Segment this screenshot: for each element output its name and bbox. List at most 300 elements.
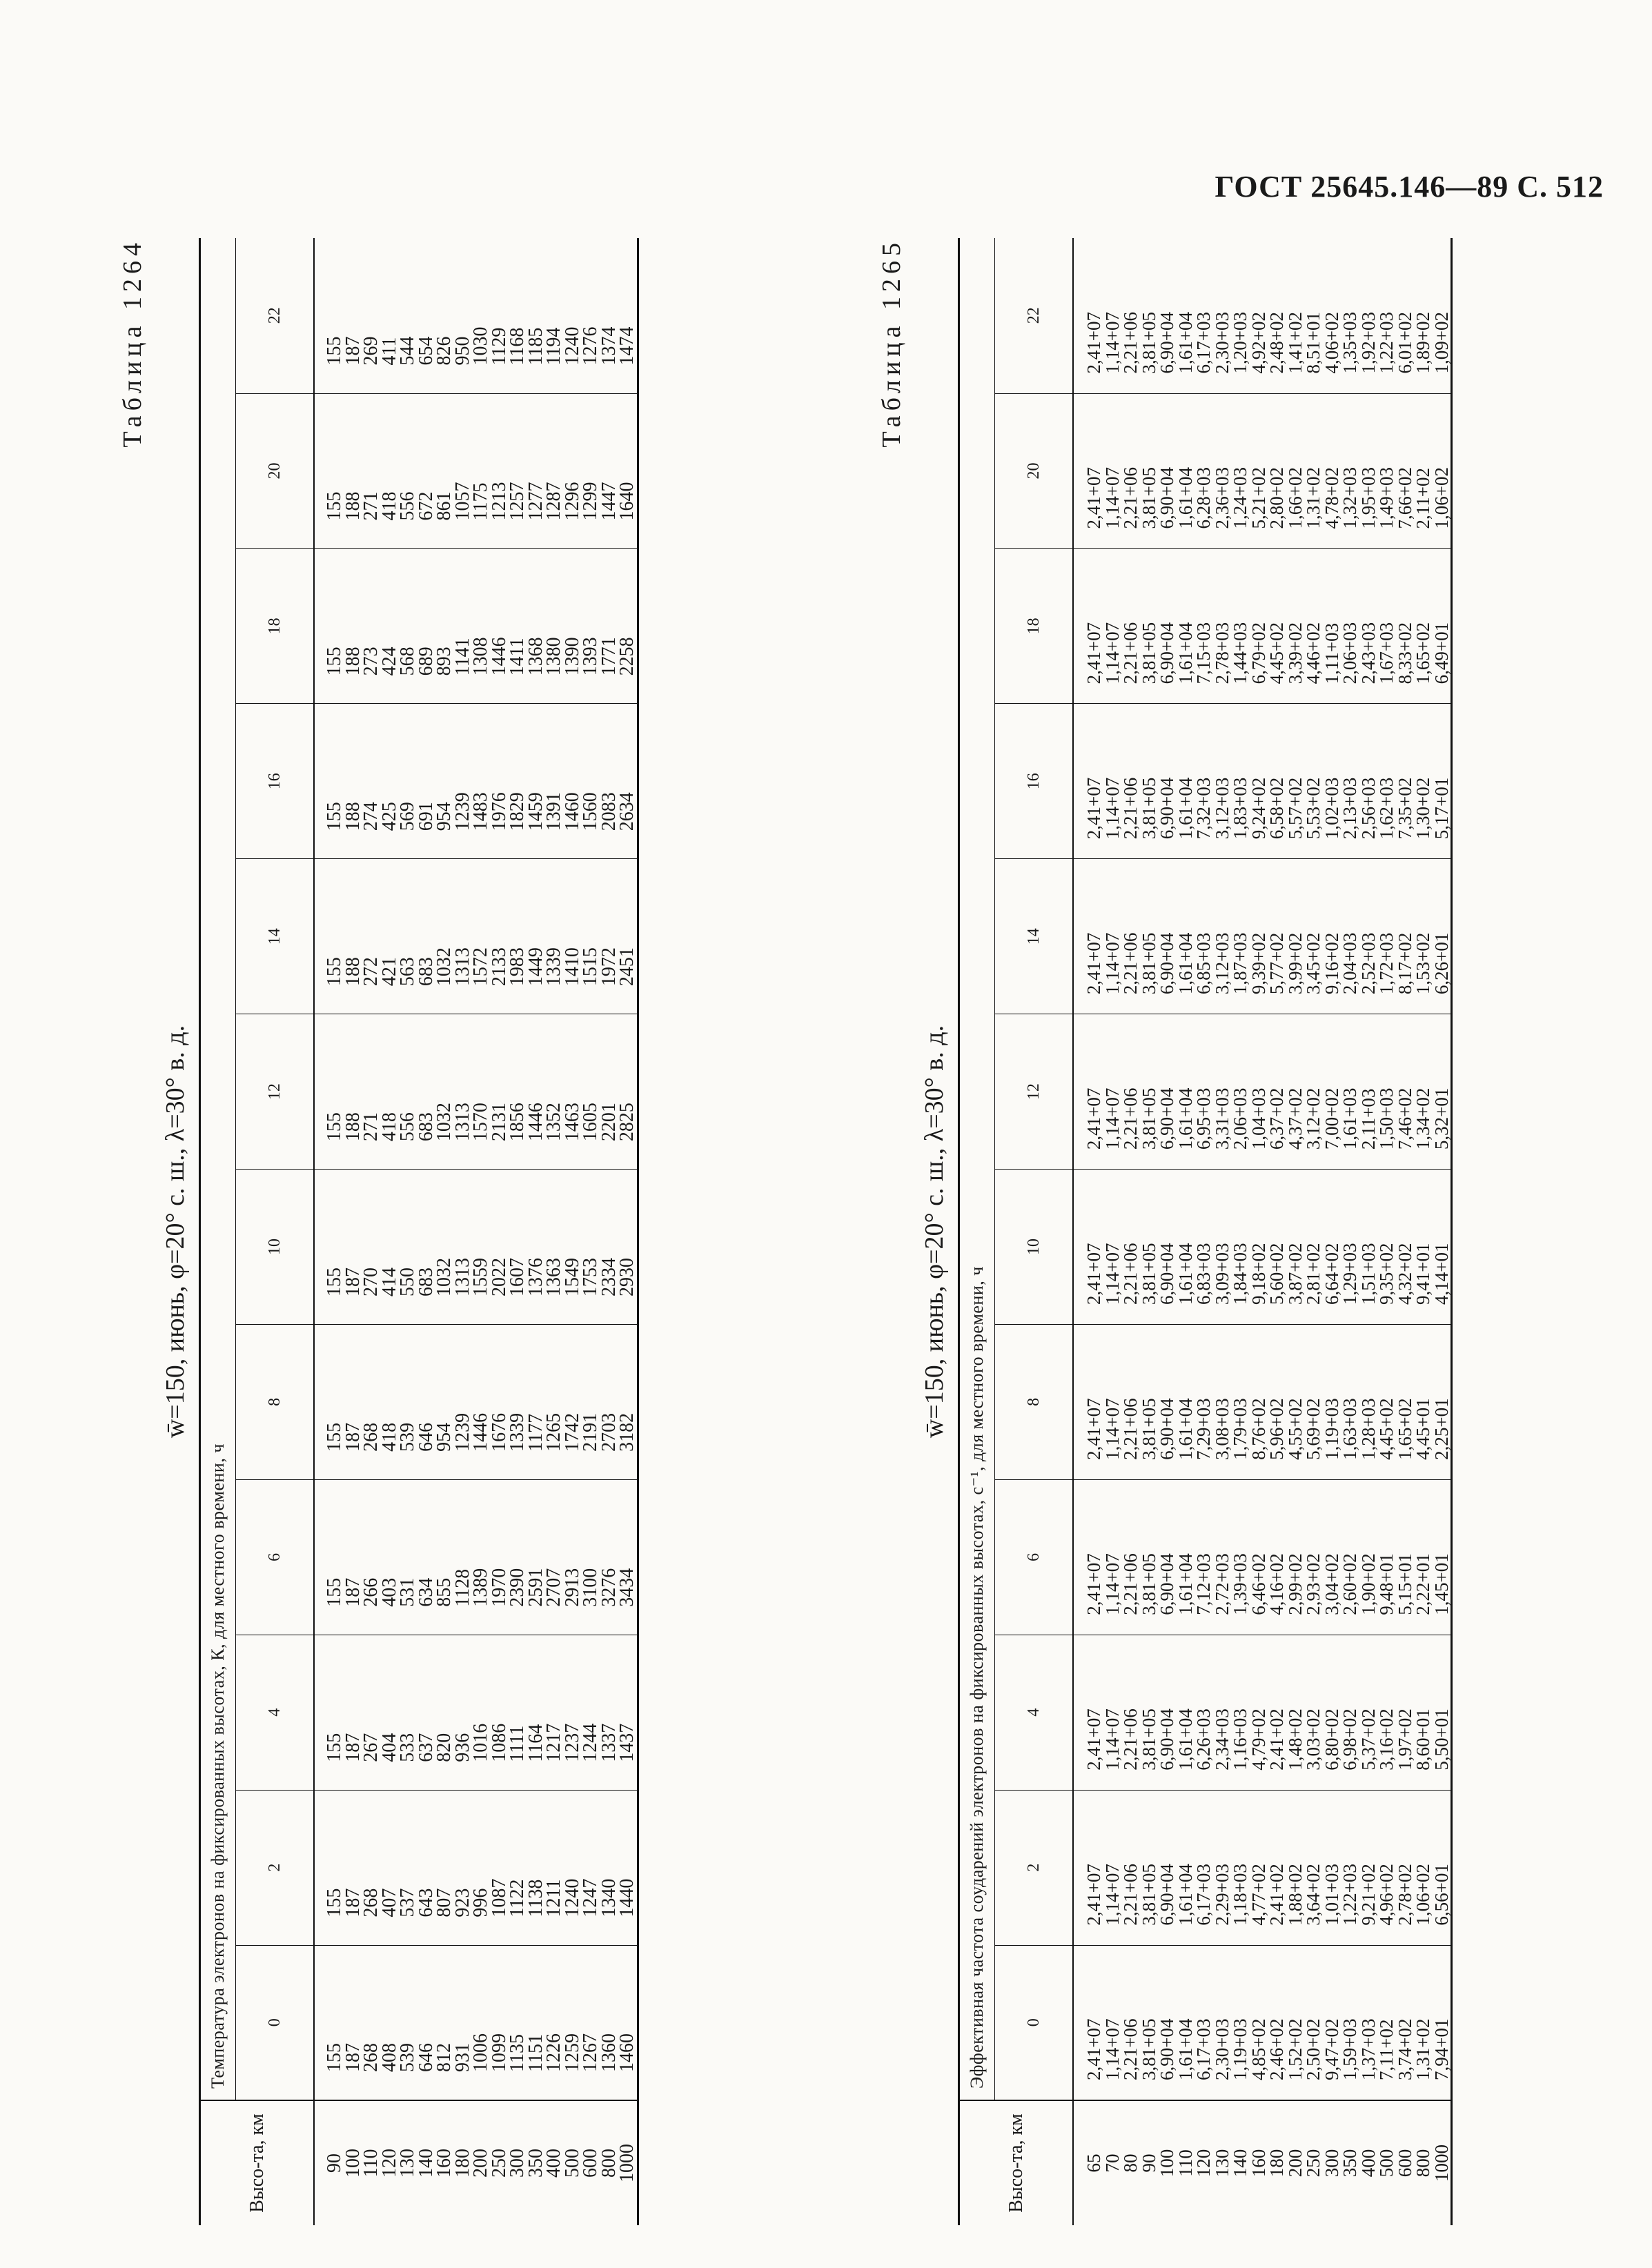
cell-value: 2,41+07 (1083, 1398, 1104, 1460)
cell-value: 2,29+03 (1211, 1864, 1232, 1926)
cell-value: 6,37+02 (1266, 1087, 1287, 1150)
cell-value: 271 (360, 1112, 382, 1142)
cell-value: 3,81+05 (1138, 777, 1159, 840)
cell-value: 6,26+01 (1430, 932, 1452, 995)
cell-value: 1308 (470, 637, 491, 676)
cell-value: 1,14+07 (1101, 1864, 1123, 1926)
hour-column (314, 1014, 638, 1170)
cell-value: 1267 (580, 2033, 601, 2072)
hour-column (314, 1479, 638, 1635)
cell-value: 1032 (433, 1103, 455, 1142)
cell-value: 1449 (524, 947, 547, 987)
altitude-value: 130 (1211, 2149, 1232, 2178)
cell-value: 2131 (488, 1103, 510, 1142)
cell-value: 6,90+04 (1157, 777, 1177, 840)
cell-value: 556 (397, 491, 418, 521)
cell-value: 1,11+03 (1321, 622, 1342, 684)
cell-value: 683 (415, 957, 437, 987)
cell-value: 3,99+02 (1284, 932, 1306, 995)
cell-value: 7,66+02 (1394, 466, 1415, 529)
cell-value: 1460 (616, 2033, 638, 2072)
cell-value: 1,65+02 (1394, 1398, 1415, 1460)
altitude-value: 500 (561, 2149, 583, 2178)
cell-value: 1006 (470, 2033, 491, 2072)
altitude-value: 180 (451, 2149, 473, 2178)
cell-value: 1515 (580, 947, 601, 987)
cell-value: 155 (324, 2043, 345, 2072)
cell-value: 3,81+05 (1138, 466, 1159, 529)
cell-value: 411 (378, 337, 400, 366)
cell-value: 9,48+01 (1376, 1553, 1397, 1615)
cell-value: 268 (360, 1422, 382, 1452)
cell-value: 5,60+02 (1266, 1243, 1287, 1305)
cell-value: 1,35+03 (1339, 312, 1360, 374)
cell-value: 826 (433, 336, 455, 366)
cell-value: 3,12+03 (1211, 777, 1232, 840)
cell-value: 2,41+02 (1266, 1708, 1287, 1771)
cell-value: 646 (415, 1422, 437, 1452)
cell-value: 1,50+03 (1376, 1087, 1397, 1150)
cell-value: 2,21+06 (1120, 932, 1141, 995)
hour-header: 12 (236, 1014, 315, 1170)
cell-value: 1240 (561, 326, 583, 366)
cell-value: 7,94+01 (1430, 2018, 1452, 2080)
cell-value: 187 (342, 1888, 364, 1917)
cell-value: 1,06+02 (1430, 466, 1452, 529)
cell-value: 9,35+02 (1376, 1243, 1397, 1305)
cell-value: 1,59+03 (1339, 2018, 1360, 2080)
cell-value: 2,21+06 (1120, 2018, 1141, 2080)
hour-header: 22 (995, 238, 1074, 393)
cell-value: 9,41+01 (1413, 1243, 1433, 1305)
cell-value: 9,18+02 (1248, 1243, 1269, 1305)
hour-header: 4 (995, 1635, 1074, 1790)
cell-value: 6,17+03 (1193, 1864, 1214, 1926)
altitude-header: Высо-та, км (959, 2100, 1074, 2225)
cell-value: 1,97+02 (1394, 1708, 1415, 1771)
cell-value: 1,14+07 (1101, 1553, 1123, 1615)
cell-value: 2,34+03 (1211, 1708, 1232, 1771)
cell-value: 2,41+07 (1083, 1087, 1104, 1150)
cell-value: 4,37+02 (1284, 1087, 1306, 1150)
hour-header: 8 (995, 1324, 1074, 1479)
cell-value: 6,98+02 (1339, 1708, 1360, 1771)
cell-value: 8,51+01 (1303, 312, 1324, 374)
cell-value: 1313 (451, 1257, 473, 1296)
cell-value: 267 (360, 1733, 382, 1762)
cell-value: 3,81+05 (1138, 1708, 1159, 1771)
cell-value: 2,80+02 (1266, 466, 1287, 529)
hour-column (314, 238, 638, 393)
cell-value: 1,32+03 (1339, 466, 1360, 529)
cell-value: 2,13+03 (1339, 777, 1360, 840)
cell-value: 2,11+02 (1413, 467, 1433, 529)
hour-header: 18 (236, 549, 315, 704)
cell-value: 1483 (470, 792, 491, 831)
hour-column (1073, 1479, 1452, 1635)
cell-value: 1,61+04 (1174, 1243, 1196, 1305)
cell-value: 1,28+03 (1357, 1398, 1379, 1460)
altitude-value: 300 (1321, 2149, 1342, 2178)
cell-value: 2,41+07 (1083, 1864, 1104, 1926)
cell-value: 1,84+03 (1230, 1243, 1250, 1305)
cell-value: 4,06+02 (1321, 312, 1342, 374)
cell-value: 2,72+03 (1211, 1553, 1232, 1615)
hour-column (314, 1635, 638, 1790)
cell-value: 2,21+06 (1120, 1864, 1141, 1926)
altitude-value: 350 (524, 2149, 547, 2178)
cell-value: 3,81+05 (1138, 1243, 1159, 1305)
cell-value: 1460 (561, 792, 583, 831)
hour-column (1073, 549, 1452, 704)
cell-value: 2,21+06 (1120, 466, 1141, 529)
cell-value: 1,22+03 (1376, 312, 1397, 374)
data-table-1265 (958, 238, 1453, 2225)
hour-column (314, 859, 638, 1014)
cell-value: 418 (378, 491, 400, 521)
cell-value: 1389 (470, 1568, 491, 1607)
cell-value: 1559 (470, 1257, 491, 1296)
cell-value: 2191 (580, 1412, 601, 1452)
cell-value: 646 (415, 2043, 437, 2072)
cell-value: 6,90+04 (1157, 1243, 1177, 1305)
hours-row (236, 238, 315, 2225)
cell-value: 155 (324, 1577, 345, 1607)
cell-value: 1,45+01 (1430, 1553, 1452, 1615)
hour-header: 0 (995, 1945, 1074, 2100)
cell-value: 1257 (507, 482, 528, 521)
cell-value: 1164 (524, 1724, 547, 1762)
cell-value: 2,50+02 (1303, 2018, 1324, 2080)
cell-value: 2913 (561, 1568, 583, 1607)
cell-value: 1337 (598, 1723, 620, 1762)
cell-value: 637 (415, 1733, 437, 1762)
hour-header: 14 (236, 859, 315, 1014)
cell-value: 1391 (543, 792, 564, 831)
cell-value: 2,25+01 (1430, 1398, 1452, 1460)
cell-value: 1296 (561, 482, 583, 521)
altitude-column (1073, 2100, 1452, 2225)
cell-value: 954 (433, 802, 455, 831)
cell-value: 2,06+03 (1230, 1087, 1250, 1150)
cell-value: 1129 (488, 327, 510, 366)
altitude-value: 130 (397, 2149, 418, 2178)
cell-value: 1360 (598, 2033, 620, 2072)
cell-value: 7,32+03 (1193, 777, 1214, 840)
cell-value: 4,16+02 (1266, 1553, 1287, 1615)
cell-value: 1,88+02 (1284, 1864, 1306, 1926)
cell-value: 7,11+02 (1376, 2019, 1397, 2080)
hour-column (1073, 1635, 1452, 1790)
cell-value: 6,90+04 (1157, 312, 1177, 374)
cell-value: 2,56+03 (1357, 777, 1379, 840)
cell-value: 2,21+06 (1120, 622, 1141, 684)
cell-value: 1374 (598, 326, 620, 366)
hour-header: 12 (995, 1014, 1074, 1170)
cell-value: 1440 (616, 1878, 638, 1917)
cell-value: 1,24+03 (1230, 466, 1250, 529)
hour-header: 18 (995, 549, 1074, 704)
hour-column (1073, 859, 1452, 1014)
cell-value: 1340 (598, 1878, 620, 1917)
cell-value: 634 (415, 1577, 437, 1607)
cell-value: 1572 (470, 947, 491, 987)
cell-value: 424 (378, 647, 400, 676)
cell-value: 1128 (451, 1568, 473, 1607)
cell-value: 1,61+04 (1174, 1553, 1196, 1615)
cell-value: 3434 (616, 1568, 638, 1607)
cell-value: 1,49+03 (1376, 466, 1397, 529)
column-group-header: Эффективная частота соударений электронов на фиксированных высотах, с⁻¹, для местного времени, ч (959, 238, 995, 2100)
cell-value: 414 (378, 1267, 400, 1296)
cell-value: 1239 (451, 1412, 473, 1452)
cell-value: 2,41+07 (1083, 777, 1104, 840)
cell-value: 1446 (488, 637, 510, 676)
altitude-value: 110 (360, 2149, 382, 2178)
cell-value: 1463 (561, 1103, 583, 1142)
cell-value: 1,34+02 (1413, 1087, 1433, 1150)
cell-value: 1,87+03 (1230, 932, 1250, 995)
cell-value: 1970 (488, 1568, 510, 1607)
cell-value: 266 (360, 1577, 382, 1607)
cell-value: 9,39+02 (1248, 932, 1269, 995)
hour-header: 6 (236, 1479, 315, 1635)
cell-value: 2,21+06 (1120, 1243, 1141, 1305)
cell-value: 1368 (524, 637, 547, 676)
cell-value: 1,20+03 (1230, 312, 1250, 374)
hour-column (1073, 393, 1452, 549)
cell-value: 1605 (580, 1103, 601, 1142)
cell-value: 4,46+02 (1303, 622, 1324, 684)
cell-value: 2,60+02 (1339, 1553, 1360, 1615)
cell-value: 6,95+03 (1193, 1087, 1214, 1150)
cell-value: 3,81+05 (1138, 2018, 1159, 2080)
cell-value: 1247 (580, 1878, 601, 1917)
cell-value: 1213 (488, 482, 510, 521)
cell-value: 3,81+05 (1138, 1398, 1159, 1460)
cell-value: 6,90+04 (1157, 1553, 1177, 1615)
altitude-value: 500 (1376, 2149, 1397, 2178)
cell-value: 2,21+06 (1120, 312, 1141, 374)
cell-value: 155 (324, 1267, 345, 1296)
altitude-value: 300 (507, 2149, 528, 2178)
cell-value: 6,26+03 (1193, 1708, 1214, 1771)
cell-value: 3,81+05 (1138, 932, 1159, 995)
cell-value: 2,21+06 (1120, 1087, 1141, 1150)
table-body-row (1073, 238, 1452, 2225)
cell-value: 3,81+05 (1138, 1087, 1159, 1150)
cell-value: 9,24+02 (1248, 777, 1269, 840)
cell-value: 3,12+03 (1211, 932, 1232, 995)
cell-value: 2,46+02 (1266, 2018, 1287, 2080)
cell-value: 1,66+02 (1284, 466, 1306, 529)
altitude-value: 100 (1157, 2149, 1177, 2178)
cell-value: 1,44+03 (1230, 622, 1250, 684)
cell-value: 3276 (598, 1568, 620, 1607)
cell-value: 1,61+04 (1174, 932, 1196, 995)
cell-value: 2258 (616, 637, 638, 676)
cell-value: 533 (397, 1733, 418, 1762)
cell-value: 1376 (524, 1257, 547, 1296)
cell-value: 683 (415, 1267, 437, 1296)
cell-value: 5,69+02 (1303, 1398, 1324, 1460)
cell-value: 1237 (561, 1723, 583, 1762)
cell-value: 7,29+03 (1193, 1398, 1214, 1460)
altitude-value: 90 (1138, 2153, 1159, 2173)
cell-value: 418 (378, 1112, 400, 1142)
cell-value: 6,90+04 (1157, 622, 1177, 684)
hours-row (995, 238, 1074, 2225)
cell-value: 274 (360, 802, 382, 831)
cell-value: 1122 (507, 1879, 528, 1917)
altitude-value: 70 (1101, 2153, 1123, 2173)
cell-value: 1390 (561, 637, 583, 676)
cell-value: 1151 (524, 2034, 547, 2072)
cell-value: 1217 (543, 1723, 564, 1762)
cell-value: 3182 (616, 1412, 638, 1452)
hour-column (314, 549, 638, 704)
cell-value: 1,06+02 (1413, 1864, 1433, 1926)
hour-header: 2 (995, 1790, 1074, 1945)
cell-value: 1175 (470, 482, 491, 521)
cell-value: 1,14+07 (1101, 1087, 1123, 1150)
cell-value: 3100 (580, 1568, 601, 1607)
hour-header: 2 (236, 1790, 315, 1945)
cell-value: 2,41+07 (1083, 466, 1104, 529)
cell-value: 4,78+02 (1321, 466, 1342, 529)
cell-value: 6,90+04 (1157, 1398, 1177, 1460)
table-number: Таблица 1265 (877, 238, 906, 448)
cell-value: 7,35+02 (1394, 777, 1415, 840)
cell-value: 6,90+04 (1157, 1864, 1177, 1926)
cell-value: 2634 (616, 792, 638, 831)
cell-value: 6,17+03 (1193, 2018, 1214, 2080)
cell-value: 1856 (507, 1103, 528, 1142)
altitude-value: 800 (598, 2149, 620, 2178)
cell-value: 1276 (580, 326, 601, 366)
cell-value: 1972 (598, 947, 620, 987)
cell-value: 6,46+02 (1248, 1553, 1269, 1615)
cell-value: 1259 (561, 2033, 583, 2072)
hour-header: 8 (236, 1324, 315, 1479)
cell-value: 6,58+02 (1266, 777, 1287, 840)
cell-value: 1,29+03 (1339, 1243, 1360, 1305)
hour-column (1073, 704, 1452, 859)
cell-value: 2,22+01 (1413, 1553, 1433, 1615)
cell-value: 807 (433, 1888, 455, 1917)
cell-value: 1,41+02 (1284, 312, 1306, 374)
altitude-value: 250 (1303, 2149, 1324, 2178)
cell-value: 9,47+02 (1321, 2018, 1342, 2080)
cell-value: 820 (433, 1733, 455, 1762)
altitude-value: 400 (1357, 2149, 1379, 2178)
altitude-value: 1000 (1430, 2144, 1452, 2182)
cell-value: 1,90+02 (1357, 1553, 1379, 1615)
cell-value: 1,61+04 (1174, 1087, 1196, 1150)
cell-value: 1570 (470, 1103, 491, 1142)
cell-value: 188 (342, 802, 364, 831)
cell-value: 2,41+02 (1266, 1864, 1287, 1926)
altitude-value: 110 (1174, 2149, 1196, 2177)
altitude-value: 1000 (616, 2144, 638, 2182)
altitude-value: 140 (415, 2149, 437, 2178)
cell-value: 188 (342, 957, 364, 987)
cell-value: 672 (415, 491, 437, 521)
cell-value: 2334 (598, 1257, 620, 1296)
cell-value: 2,21+06 (1120, 1708, 1141, 1771)
cell-value: 3,74+02 (1394, 2018, 1415, 2080)
cell-value: 812 (433, 2043, 455, 2072)
hour-column (314, 1324, 638, 1479)
cell-value: 1313 (451, 947, 473, 987)
cell-value: 936 (451, 1733, 473, 1762)
cell-value: 272 (360, 957, 382, 987)
cell-value: 855 (433, 1577, 455, 1607)
cell-value: 1,92+03 (1357, 312, 1379, 374)
cell-value: 2,41+07 (1083, 932, 1104, 995)
cell-value: 1380 (543, 637, 564, 676)
cell-value: 188 (342, 491, 364, 521)
cell-value: 187 (342, 1733, 364, 1762)
cell-value: 5,15+01 (1394, 1553, 1415, 1615)
cell-value: 2,93+02 (1303, 1553, 1324, 1615)
cell-value: 950 (451, 336, 473, 366)
cell-value: 691 (415, 802, 437, 831)
hour-column (1073, 238, 1452, 393)
altitude-value: 160 (1248, 2149, 1269, 2178)
cell-value: 861 (433, 491, 455, 521)
column-group-header: Температура электронов на фиксированных высотах, К, для местного времени, ч (200, 238, 236, 2100)
cell-value: 3,16+02 (1376, 1708, 1397, 1771)
cell-value: 3,12+02 (1303, 1087, 1324, 1150)
cell-value: 3,39+02 (1284, 622, 1306, 684)
cell-value: 3,81+05 (1138, 312, 1159, 374)
cell-value: 1087 (488, 1878, 510, 1917)
cell-value: 9,16+02 (1321, 932, 1342, 995)
cell-value: 2930 (616, 1257, 638, 1296)
cell-value: 4,96+02 (1376, 1864, 1397, 1926)
cell-value: 7,00+02 (1321, 1087, 1342, 1150)
cell-value: 643 (415, 1888, 437, 1917)
cell-value: 1,61+04 (1174, 1398, 1196, 1460)
cell-value: 1,72+03 (1376, 932, 1397, 995)
cell-value: 155 (324, 647, 345, 676)
hour-header: 20 (995, 393, 1074, 549)
hour-header: 16 (236, 704, 315, 859)
cell-value: 1,48+02 (1284, 1708, 1306, 1771)
table-block-1265 (876, 238, 1642, 2225)
cell-value: 4,77+02 (1248, 1864, 1269, 1926)
cell-value: 5,37+02 (1357, 1708, 1379, 1771)
cell-value: 6,64+02 (1321, 1243, 1342, 1305)
cell-value: 2,30+03 (1211, 312, 1232, 374)
cell-value: 1,52+02 (1284, 2018, 1306, 2080)
cell-value: 1057 (451, 482, 473, 521)
cell-value: 1141 (451, 638, 473, 676)
cell-value: 2,06+03 (1339, 622, 1360, 684)
cell-value: 1,02+03 (1321, 777, 1342, 840)
cell-value: 2,04+03 (1339, 932, 1360, 995)
cell-value: 1363 (543, 1257, 564, 1296)
cell-value: 4,79+02 (1248, 1708, 1269, 1771)
cell-value: 155 (324, 802, 345, 831)
cell-value: 1,37+03 (1357, 2018, 1379, 2080)
hour-header: 10 (995, 1170, 1074, 1325)
cell-value: 1111 (507, 1725, 528, 1762)
altitude-column (314, 2100, 638, 2225)
cell-value: 1,62+03 (1376, 777, 1397, 840)
altitude-value: 180 (1266, 2149, 1287, 2178)
